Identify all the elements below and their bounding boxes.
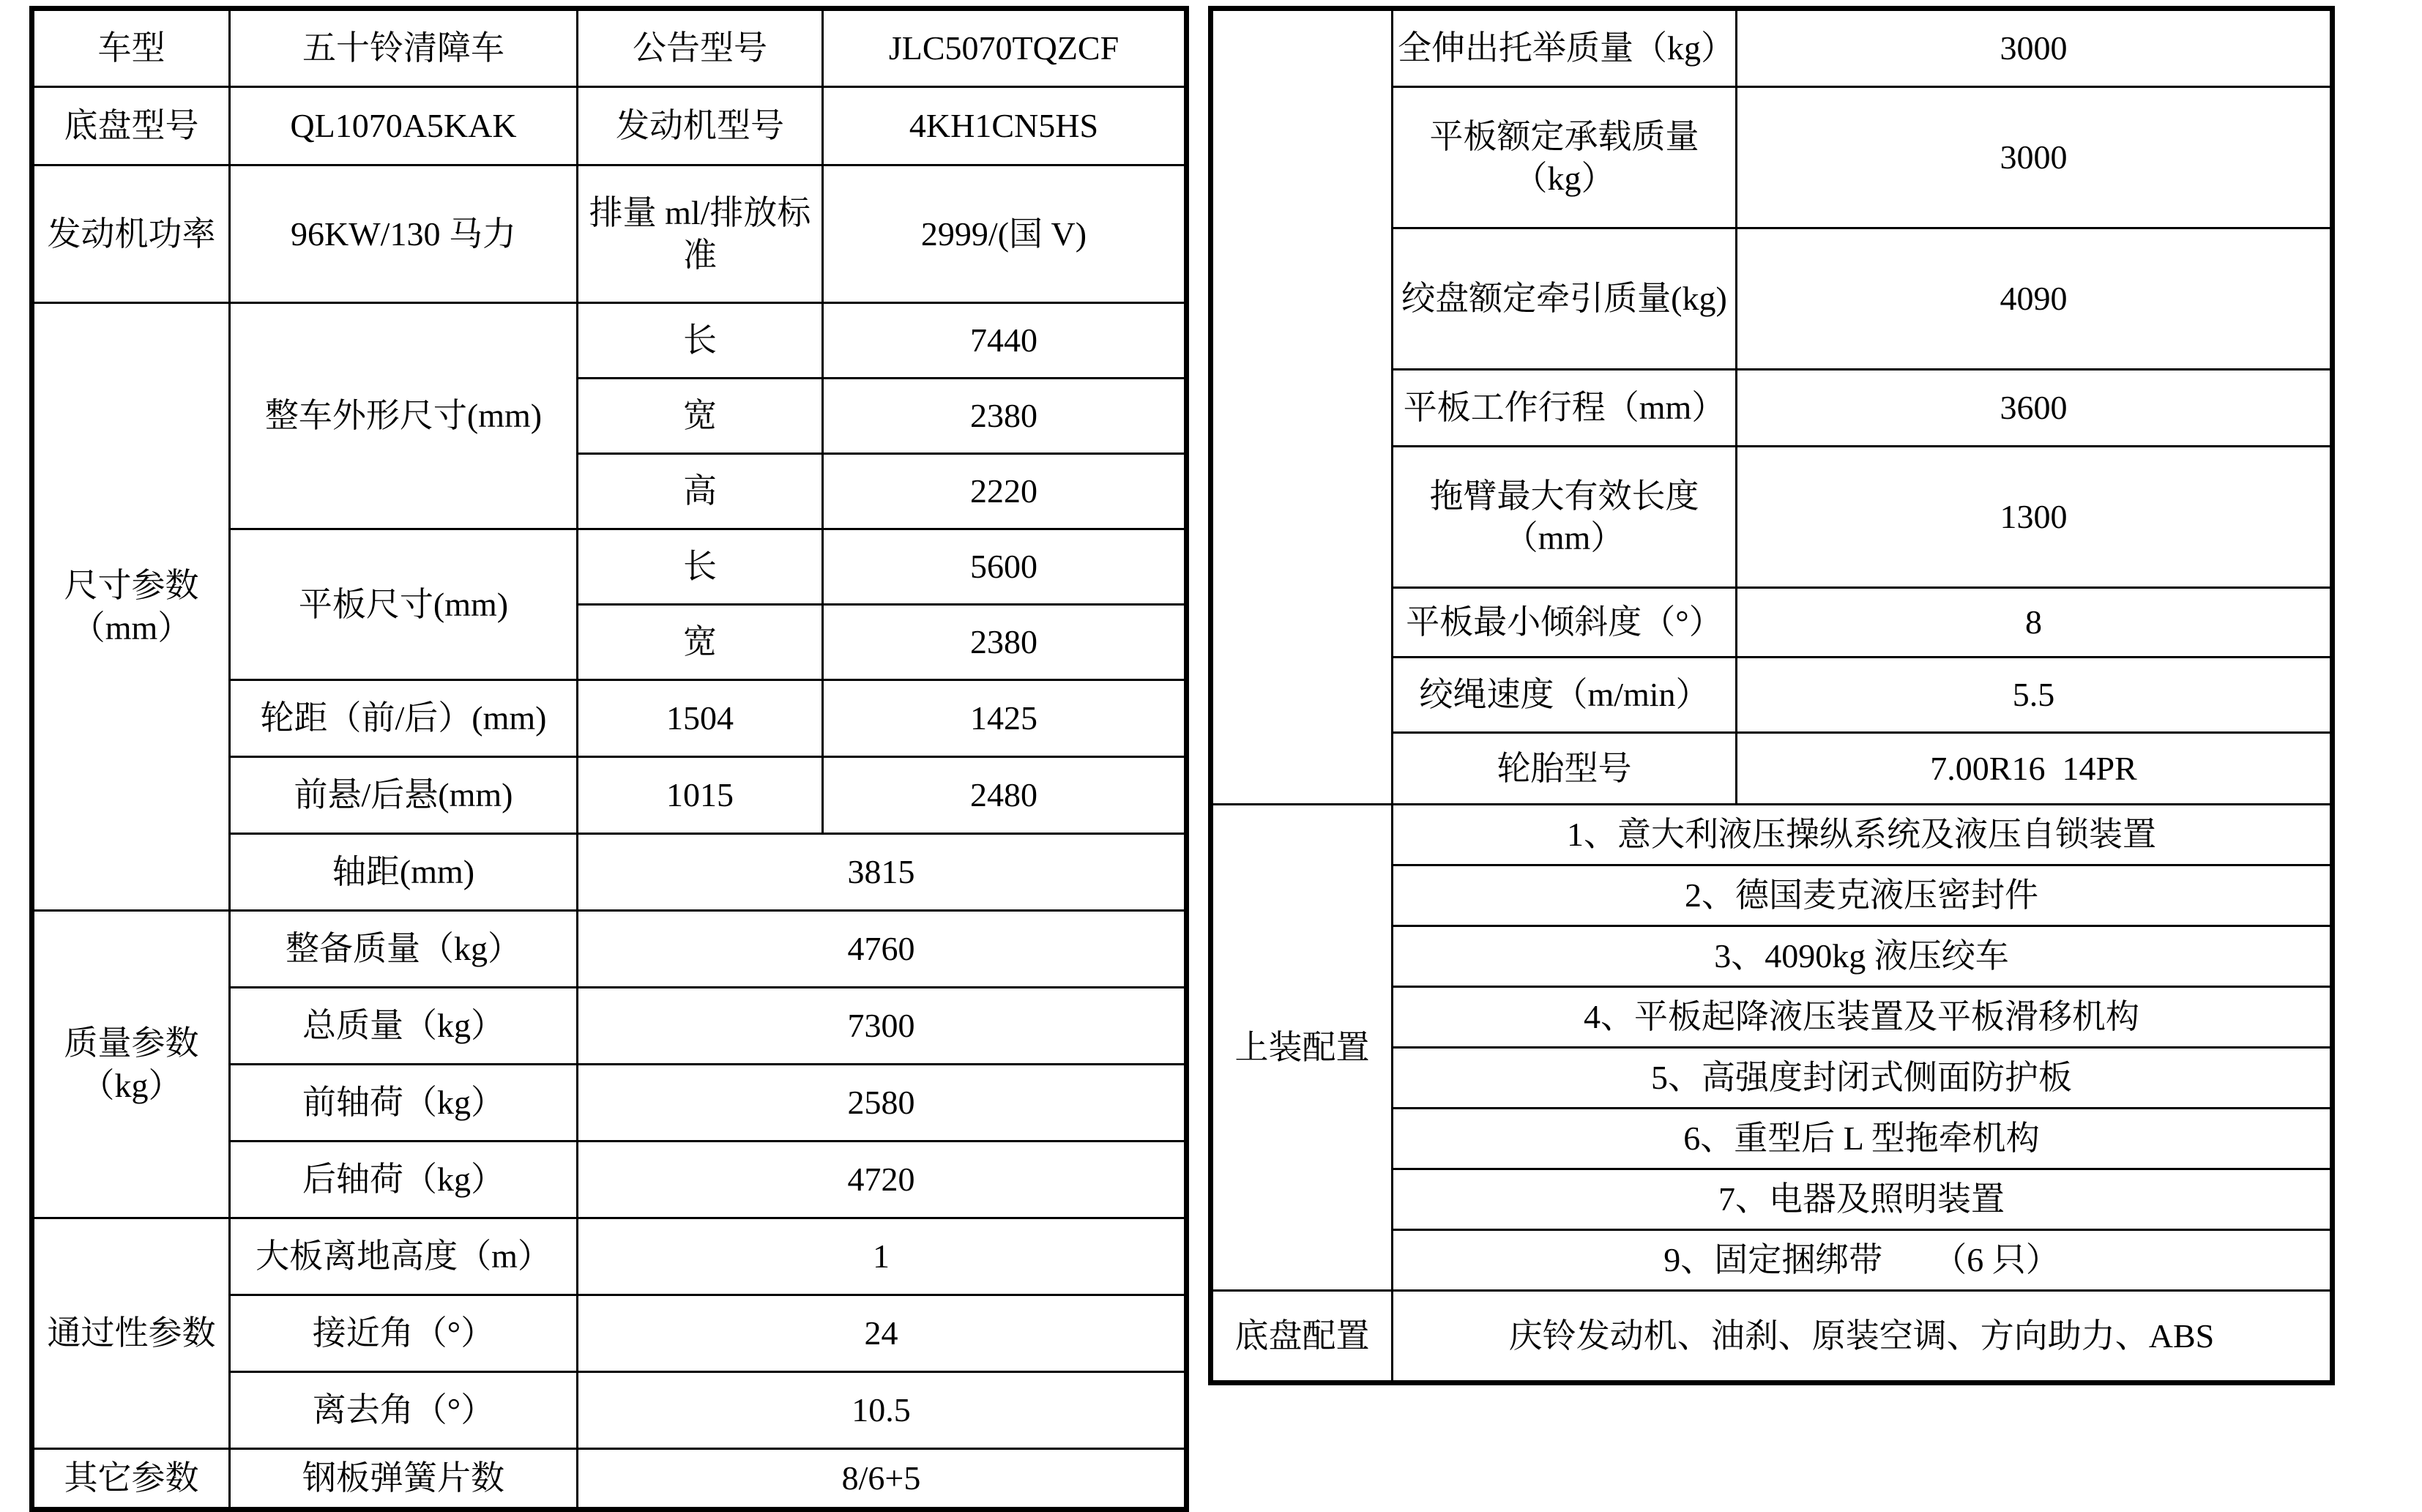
track-label: 轮距（前/后）(mm) [230,680,578,757]
upfit-item-1: 1、意大利液压操纵系统及液压自锁装置 [1393,805,2333,865]
leaf-spring-value: 8/6+5 [578,1449,1187,1510]
displacement-emission-value: 2999/(国 V) [823,165,1187,303]
approach-angle-label: 接近角（°） [230,1295,578,1372]
overall-size-label: 整车外形尺寸(mm) [230,303,578,529]
chassis-model-label: 底盘型号 [32,87,230,165]
table-row [1211,9,2333,87]
passability-category-cell: 通过性参数 [32,1218,230,1449]
tire-model-label: 轮胎型号 [1393,733,1737,805]
overall-length-label: 长 [578,303,823,379]
approach-angle-value: 24 [578,1295,1187,1372]
upfit-item-6: 6、重型后 L 型拖牵机构 [1393,1109,2333,1169]
track-rear-value: 1425 [823,680,1187,757]
gross-mass-label: 总质量（kg） [230,988,578,1065]
platform-min-tilt-label: 平板最小倾斜度（°） [1393,588,1737,658]
table-row [32,165,1187,303]
overhang-rear-value: 2480 [823,757,1187,834]
engine-model-value: 4KH1CN5HS [823,87,1187,165]
overhang-front-value: 1015 [578,757,823,834]
right-spec-table [1208,6,2335,1385]
platform-length-label: 长 [578,529,823,605]
full-extension-lift-mass-label: 全伸出托举质量（kg） [1393,9,1737,87]
left-spec-table [29,6,1189,1512]
gross-mass-value: 7300 [578,988,1187,1065]
platform-working-travel-value: 3600 [1737,370,2333,447]
full-extension-lift-mass-value: 3000 [1737,9,2333,87]
platform-min-tilt-value: 8 [1737,588,2333,658]
winch-rated-traction-label: 绞盘额定牵引质量(kg) [1393,228,1737,370]
table-row [32,87,1187,165]
rear-axle-load-label: 后轴荷（kg） [230,1142,578,1218]
platform-rated-load-value: 3000 [1737,87,2333,228]
upfit-category-cell: 上装配置 [1211,805,1393,1291]
rope-speed-label: 绞绳速度（m/min） [1393,658,1737,733]
engine-power-value: 96KW/130 马力 [230,165,578,303]
deck-ground-clearance-value: 1 [578,1218,1187,1295]
table-row [32,303,1187,379]
overhang-label: 前悬/后悬(mm) [230,757,578,834]
winch-rated-traction-value: 4090 [1737,228,2333,370]
mass-category-cell: 质量参数（kg） [32,911,230,1218]
curb-mass-value: 4760 [578,911,1187,988]
tire-model-value: 7.00R16 14PR [1737,733,2333,805]
displacement-emission-label: 排量 ml/排放标准 [578,165,823,303]
upfit-item-5: 5、高强度封闭式侧面防护板 [1393,1048,2333,1109]
front-axle-load-value: 2580 [578,1065,1187,1142]
departure-angle-value: 10.5 [578,1372,1187,1449]
table-row [1211,1291,2333,1383]
empty-category-cell [1211,9,1393,805]
vehicle-type-label: 车型 [32,9,230,87]
upfit-item-2: 2、德国麦克液压密封件 [1393,865,2333,926]
table-row [32,911,1187,988]
overall-length-value: 7440 [823,303,1187,379]
overall-width-label: 宽 [578,379,823,454]
announcement-model-value: JLC5070TQZCF [823,9,1187,87]
engine-power-label: 发动机功率 [32,165,230,303]
deck-ground-clearance-label: 大板离地高度（m） [230,1218,578,1295]
overall-width-value: 2380 [823,379,1187,454]
towing-arm-max-length-value: 1300 [1737,447,2333,588]
track-front-value: 1504 [578,680,823,757]
departure-angle-label: 离去角（°） [230,1372,578,1449]
platform-rated-load-label: 平板额定承载质量（kg） [1393,87,1737,228]
wheelbase-label: 轴距(mm) [230,834,578,911]
table-row [32,9,1187,87]
platform-width-value: 2380 [823,605,1187,680]
platform-length-value: 5600 [823,529,1187,605]
announcement-model-label: 公告型号 [578,9,823,87]
rope-speed-value: 5.5 [1737,658,2333,733]
towing-arm-max-length-label: 拖臂最大有效长度（mm） [1393,447,1737,588]
front-axle-load-label: 前轴荷（kg） [230,1065,578,1142]
table-row [32,1218,1187,1295]
engine-model-label: 发动机型号 [578,87,823,165]
other-category-cell: 其它参数 [32,1449,230,1510]
curb-mass-label: 整备质量（kg） [230,911,578,988]
dimension-category-cell: 尺寸参数（mm） [32,303,230,911]
upfit-item-9: 9、固定捆绑带 （6 只） [1393,1230,2333,1291]
platform-width-label: 宽 [578,605,823,680]
table-row [32,1449,1187,1510]
upfit-item-7: 7、电器及照明装置 [1393,1169,2333,1230]
overall-height-label: 高 [578,454,823,529]
upfit-item-3: 3、4090kg 液压绞车 [1393,926,2333,987]
chassis-config-value: 庆铃发动机、油刹、原装空调、方向助力、ABS [1393,1291,2333,1383]
chassis-model-value: QL1070A5KAK [230,87,578,165]
leaf-spring-label: 钢板弹簧片数 [230,1449,578,1510]
wheelbase-value: 3815 [578,834,1187,911]
overall-height-value: 2220 [823,454,1187,529]
vehicle-type-value: 五十铃清障车 [230,9,578,87]
chassis-config-category-cell: 底盘配置 [1211,1291,1393,1383]
upfit-item-4: 4、平板起降液压装置及平板滑移机构 [1393,987,2333,1048]
rear-axle-load-value: 4720 [578,1142,1187,1218]
platform-size-label: 平板尺寸(mm) [230,529,578,680]
platform-working-travel-label: 平板工作行程（mm） [1393,370,1737,447]
table-row [1211,805,2333,865]
